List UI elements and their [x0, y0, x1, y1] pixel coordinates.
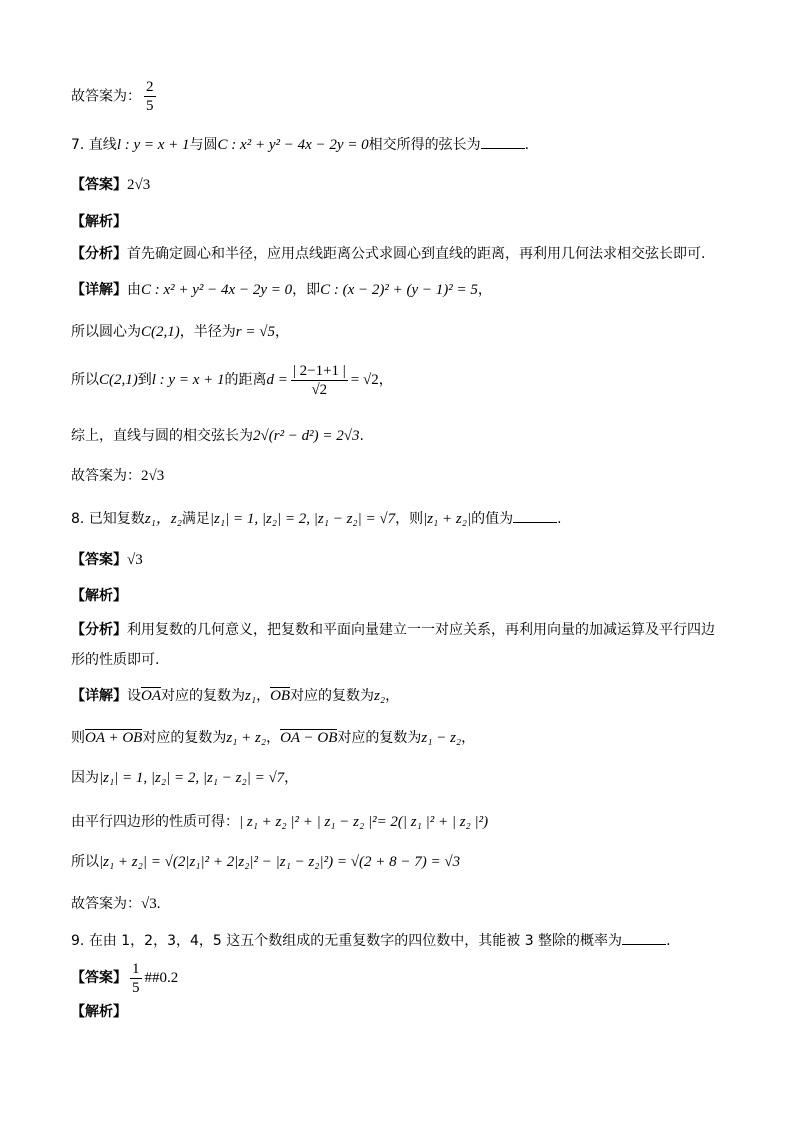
distance-fraction [291, 362, 348, 399]
detail-text: 对应的复数为 [142, 730, 227, 746]
stem-text: 满足 [181, 511, 210, 527]
detail-text: ， [266, 730, 281, 746]
stem-text: ，则 [395, 511, 424, 527]
detail-text: ， [461, 730, 476, 746]
detail-text: ， [477, 282, 492, 298]
stem-end: . [666, 933, 671, 949]
detail-text: 对应的复数为 [290, 688, 375, 704]
detail-text: 设 [127, 688, 141, 704]
q8-fenxi-line-1 [71, 620, 715, 640]
stem-text: 直线 [88, 137, 117, 153]
detail-text: 由平行四边形的性质可得： [71, 814, 239, 830]
stem-text: 已知复数 [88, 511, 145, 527]
modulus-conditions: |z₁| = 1, |z₂| = 2, |z₁ − z₂| = √7 [99, 770, 285, 786]
q8-answer [71, 550, 143, 570]
vector-ob: OB [270, 688, 291, 704]
distance-symbol: d = [266, 372, 288, 388]
target-modulus: |z₁ + z₂| [423, 511, 472, 527]
detail-text: 对应的复数为 [337, 730, 422, 746]
answer-alternative: ##0.2 [144, 970, 179, 986]
fenxi-text: 利用复数的几何意义，把复数和平面向量建立一一对应关系，再利用向量的加减运算及平行四边 [127, 622, 715, 638]
detail-text: 到 [137, 372, 152, 388]
detail-text: 则 [71, 730, 85, 746]
distance-result: = √2 [350, 372, 379, 388]
stem-text: 的值为 [471, 511, 514, 527]
xiangjie-tag: 【详解】 [71, 688, 127, 704]
circle-radius: r = √5 [235, 324, 275, 340]
stem-end: . [557, 511, 562, 527]
answer-blank [513, 508, 557, 523]
answer-tag: 【答案】 [71, 177, 127, 193]
detail-text: 所以圆心为 [71, 324, 141, 340]
detail-text: . [359, 428, 364, 444]
fenxi-tag: 【分析】 [71, 246, 127, 262]
q7-final-answer [71, 466, 164, 486]
question-number: 8. [71, 511, 85, 527]
q7-detail-line-1 [71, 280, 492, 300]
detail-text: ， [385, 688, 400, 704]
q7-detail-line-2 [71, 322, 289, 342]
detail-text: 的距离 [224, 372, 267, 388]
fenxi-tag: 【分析】 [71, 622, 127, 638]
detail-text: ， [378, 372, 393, 388]
fraction-numerator: 1 [132, 960, 140, 977]
q7-stem [71, 134, 529, 155]
line-equation: l : y = x + 1 [151, 372, 225, 388]
fraction-denominator: 5 [132, 979, 140, 996]
fraction-denominator: √2 [311, 381, 328, 398]
q9-answer [71, 958, 178, 998]
detail-text: ， [256, 688, 271, 704]
complex-sum: z₁ + z₂ [226, 730, 267, 746]
chord-length-expression: 2√(r² − d²) = 2√3 [253, 428, 360, 444]
answer-blank [481, 134, 525, 149]
detail-text: 所以 [71, 854, 99, 870]
q9-stem [71, 930, 671, 951]
modulus-conditions: |z₁| = 1, |z₂| = 2, |z₁ − z₂| = √7 [209, 511, 396, 527]
answer-value: √3 [127, 552, 143, 568]
stem-text: 在由 1，2，3，4，5 这五个数组成的无重复数字的四位数中，其能被 3 整除的概率为 [88, 933, 623, 949]
parallelogram-identity: | z₁ + z₂ |² + | z₁ − z₂ |²= 2(| z₁ |² + | z₂ |²) [239, 814, 489, 830]
fraction-denominator: 5 [146, 98, 154, 114]
final-answer-prefix: 故答案为： [71, 468, 141, 484]
detail-text: ， [274, 324, 289, 340]
q8-detail-line-2 [71, 728, 475, 748]
xiangjie-tag: 【详解】 [71, 282, 127, 298]
detail-text: 由 [127, 282, 141, 298]
complex-variables: z₁，z₂ [144, 511, 182, 527]
q6-final-answer [71, 78, 159, 115]
complex-z2: z₂ [374, 688, 386, 704]
final-answer-value: √3. [141, 896, 161, 912]
answer-tag: 【答案】 [71, 970, 127, 986]
vector-sum: OA + OB [85, 730, 143, 746]
q7-analysis-tag [71, 212, 127, 232]
detail-text: ，即 [292, 282, 321, 298]
answer-value: 2√3 [127, 177, 151, 193]
analysis-tag: 【解析】 [71, 588, 127, 604]
detail-text: 所以 [71, 372, 99, 388]
final-answer-prefix: 故答案为： [71, 88, 141, 105]
stem-text: 与圆 [189, 137, 218, 153]
q9-analysis-tag [71, 1002, 127, 1022]
question-number: 7. [71, 137, 85, 153]
q7-detail-line-3 [71, 360, 393, 400]
q8-detail-line-5 [71, 852, 460, 872]
question-number: 9. [71, 933, 85, 949]
vector-oa: OA [141, 688, 161, 704]
modulus-computation: |z₁ + z₂| = √(2|z₁|² + 2|z₂|² − |z₁ − z₂|²) = √(2 + 8 − 7) = √3 [99, 854, 461, 870]
analysis-tag: 【解析】 [71, 214, 127, 230]
final-answer-prefix: 故答案为： [71, 896, 141, 912]
fraction-numerator: | 2−1+1 | [292, 362, 346, 379]
detail-text: ， [284, 770, 299, 786]
detail-text: ，半径为 [179, 324, 236, 340]
fenxi-text: 首先确定圆心和半径，应用点线距离公式求圆心到直线的距离，再利用几何法求相交弦长即可. [127, 246, 706, 262]
q8-stem [71, 508, 562, 529]
q8-fenxi-line-2 [71, 650, 159, 670]
final-answer-value: 2√3 [141, 468, 165, 484]
q8-detail-line-1 [71, 686, 399, 706]
line-equation: l : y = x + 1 [116, 137, 190, 153]
circle-center: C(2,1) [141, 324, 180, 340]
answer-fraction [130, 960, 142, 997]
detail-text: 综上，直线与圆的相交弦长为 [71, 428, 253, 444]
q7-detail-line-4 [71, 426, 364, 446]
analysis-tag: 【解析】 [71, 1004, 127, 1020]
vector-difference: OA − OB [280, 730, 338, 746]
stem-text: 相交所得的弦长为 [368, 137, 481, 153]
center-point: C(2,1) [99, 372, 138, 388]
fraction [144, 78, 156, 115]
detail-text: 因为 [71, 770, 99, 786]
answer-blank [622, 930, 666, 945]
complex-z1: z₁ [245, 688, 257, 704]
circle-standard-equation: C : (x − 2)² + (y − 1)² = 5 [320, 282, 478, 298]
q8-detail-line-3 [71, 768, 298, 788]
fenxi-text: 形的性质即可. [71, 652, 160, 668]
q8-detail-line-4 [71, 812, 488, 832]
q8-analysis-tag [71, 586, 127, 606]
stem-end: . [524, 137, 530, 153]
fraction-numerator: 2 [146, 79, 154, 95]
answer-tag: 【答案】 [71, 552, 127, 568]
complex-difference: z₁ − z₂ [421, 730, 462, 746]
detail-text: 对应的复数为 [161, 688, 245, 704]
circle-general-equation: C : x² + y² − 4x − 2y = 0 [141, 282, 293, 298]
q8-final-answer [71, 894, 160, 914]
q7-answer [71, 175, 150, 195]
q7-fenxi [71, 244, 705, 264]
circle-equation: C : x² + y² − 4x − 2y = 0 [217, 137, 369, 153]
